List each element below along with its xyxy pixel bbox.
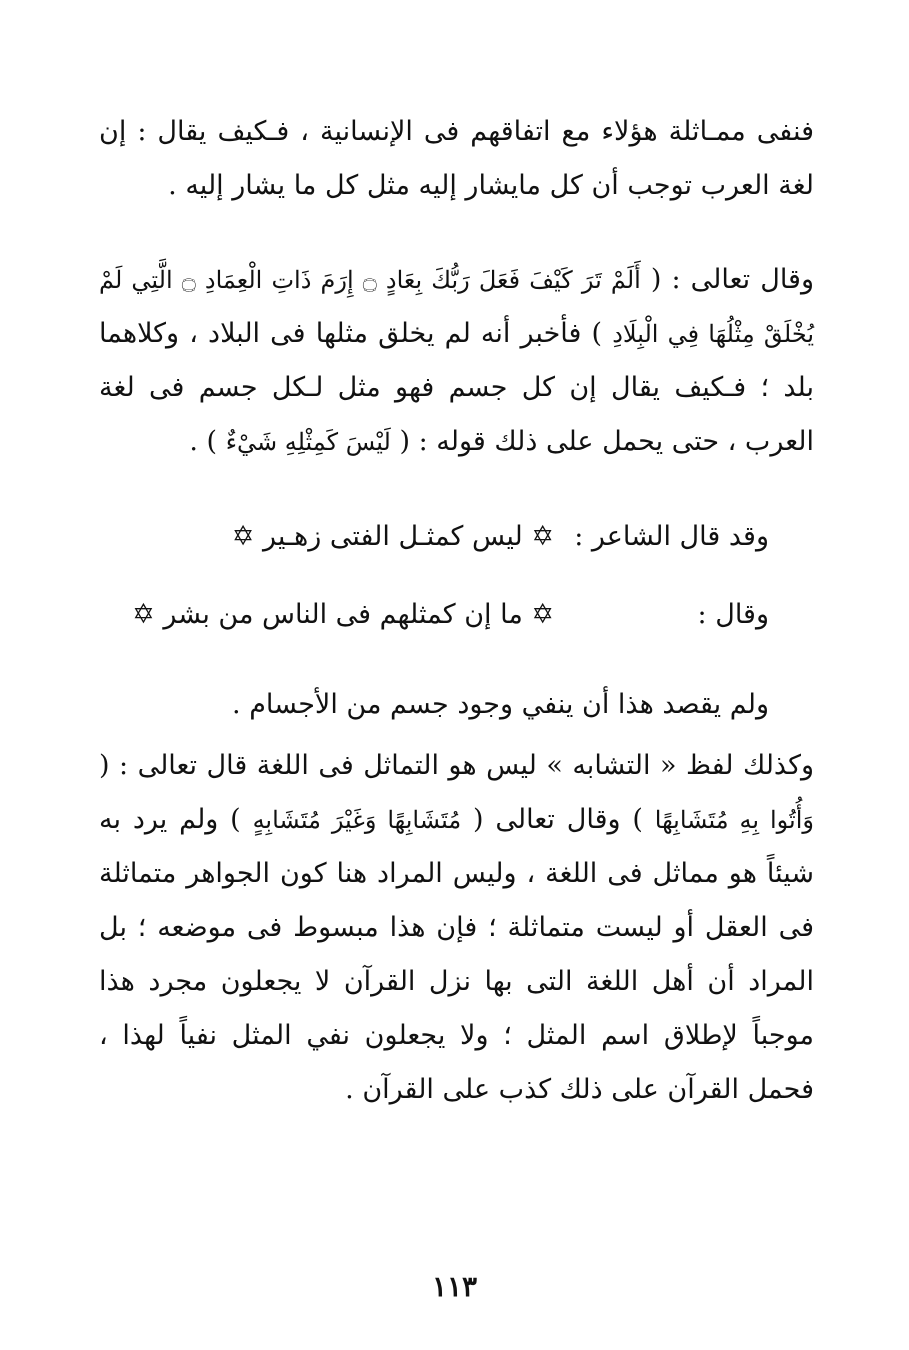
paragraph-3-end: ) ولم يرد به شيئاً هو مماثل فى اللغة ، وليس المراد هنا كون الجواهر متماثلة فى العقل أو ليست متماثلة ؛ فإن هذا مبسوط فى موضعه ؛ بل المراد أن أهل اللغة التى بها نزل القرآن لا يجعلون مجرد هذا موجباً لإطلاق اسم المثل ؛ ولا يجعلون نفي المثل نفياً لهذا ، فحمل القرآن على ذلك كذب على القرآن . xyxy=(99,804,814,1105)
paragraph-3-middle: ) وقال تعالى ( xyxy=(473,804,643,835)
poetry-2-intro: وقال : xyxy=(697,599,769,630)
paragraph-2-middle: ) فأخبر أنه لم يخلق مثلها فى البلاد ، وكلاهما بلد ؛ فـكيف يقال إن كل جسم فهو مثل لـكل جسم فى لغة العرب ، حتى يحمل على ذلك قوله : ( xyxy=(99,318,814,457)
poetry-1-intro: وقد قال الشاعر : xyxy=(574,521,769,552)
quran-verse-al-baqarah: وَأُتُوا بِهِ مُتَشَابِهًا xyxy=(654,806,814,834)
paragraph-3-intro: وكذلك لفظ « التشابه » ليس هو التماثل فى اللغة قال تعالى : ( xyxy=(99,750,814,781)
paragraph-2 xyxy=(99,253,814,469)
poetry-1-verse: ✡ ليس كمثـل الفتى زهـير ✡ xyxy=(231,521,554,552)
quran-verse-al-fajr: أَلَمْ تَرَ كَيْفَ فَعَلَ رَبُّكَ بِعَادٍ ۝ إِرَمَ ذَاتِ الْعِمَادِ ۝ الَّتِي لَمْ يُخْلَقْ مِثْلُهَا فِي الْبِلَادِ xyxy=(99,266,814,348)
paragraph-2-intro: وقال تعالى : ( xyxy=(650,264,814,295)
paragraph-2-end: ) . xyxy=(189,426,218,457)
paragraph-3 xyxy=(99,739,814,1117)
poetry-2-verse: ✡ ما إن كمثلهم فى الناس من بشر ✡ xyxy=(132,599,554,630)
page-number: ١١٣ xyxy=(431,1270,478,1303)
line-after-poetry: ولم يقصد هذا أن ينفي وجود جسم من الأجسام . xyxy=(232,689,769,720)
quran-verse-al-anam: مُتَشَابِهًا وَغَيْرَ مُتَشَابِهٍ xyxy=(252,806,462,834)
quran-verse-ash-shura: لَيْسَ كَمِثْلِهِ شَيْءٌ xyxy=(225,428,391,456)
paragraph-1: فنفى ممـاثلة هؤلاء مع اتفاقهم فى الإنسانية ، فـكيف يقال : إن لغة العرب توجب أن كل مايشار إليه مثل كل ما يشار إليه . xyxy=(99,116,814,201)
